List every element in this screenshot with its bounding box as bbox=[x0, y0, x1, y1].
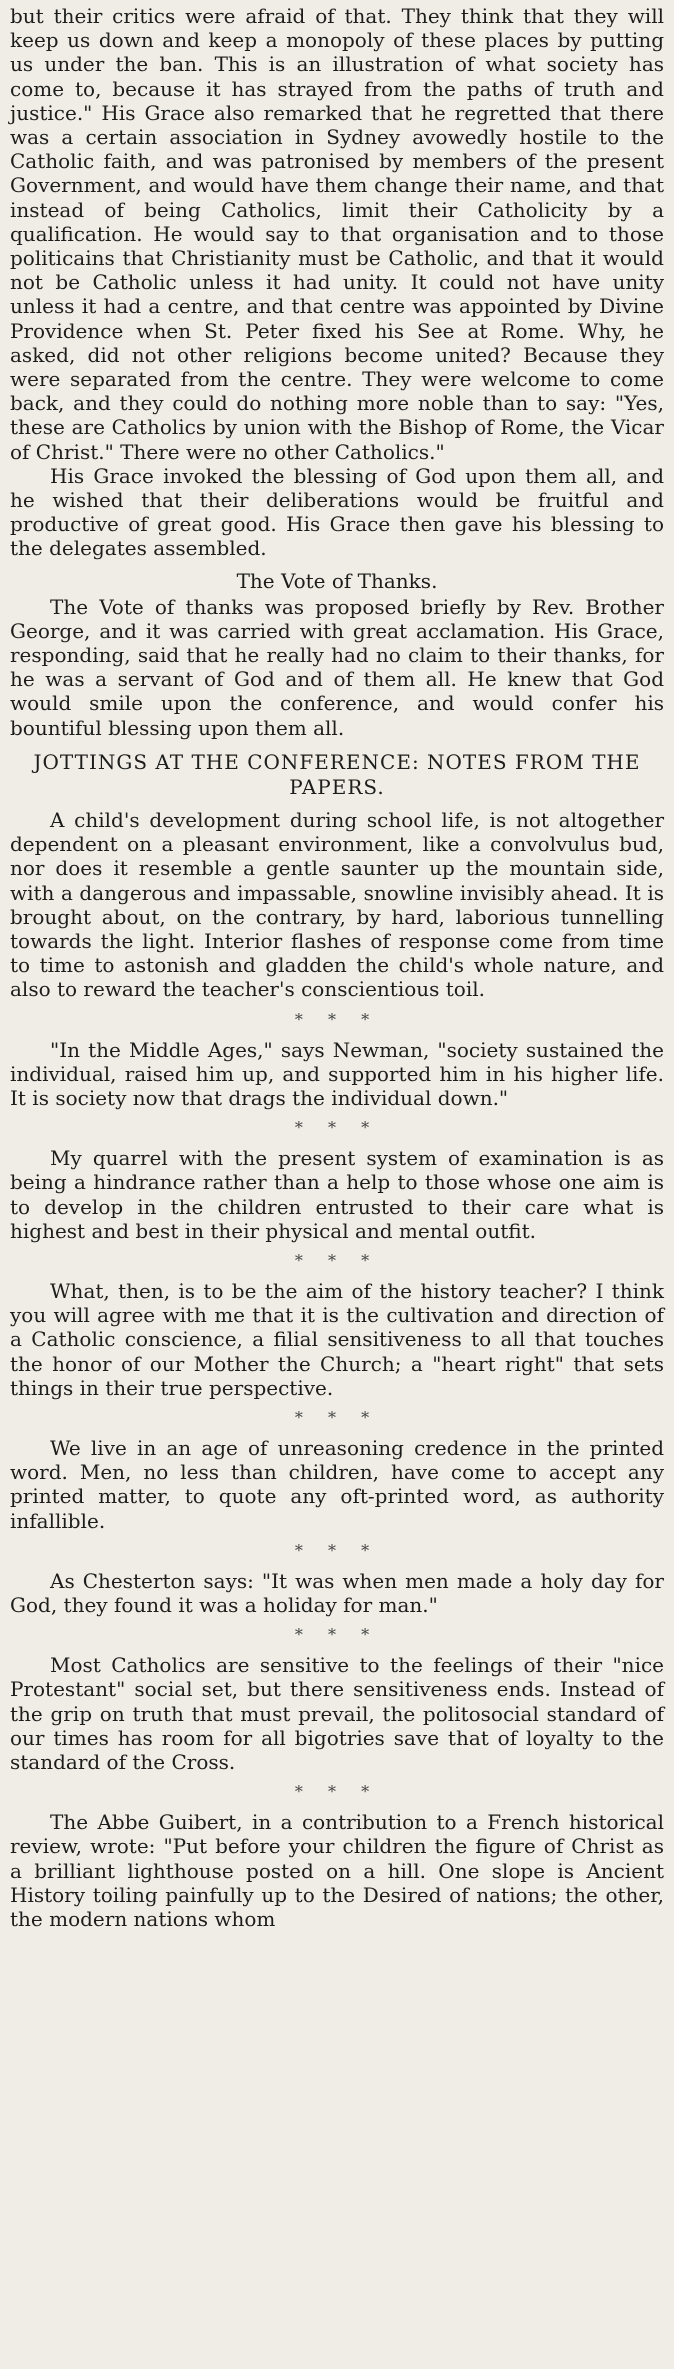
separator: * * * bbox=[294, 1009, 380, 1029]
article-paragraph: His Grace invoked the blessing of God upon them all, and he wished that their deliberations would be fruitful and productive of great good. His Grace then gave his blessing to the delegates assembled. bbox=[10, 463, 664, 561]
separator: * * * bbox=[294, 1782, 380, 1802]
article-paragraph: The Vote of thanks was proposed briefly by Rev. Brother George, and it was carried with great acclamation. His Grace, responding, said that he really had no claim to their thanks, for he was a servant of God and of them all. He knew that God would smile upon the conference, and would confer his bountiful blessing upon them all. bbox=[10, 594, 664, 740]
jotting-paragraph: "In the Middle Ages," says Newman, "society sustained the individual, raised him up, and supported him in his higher life. It is society now that drags the individual down." bbox=[10, 1037, 664, 1110]
separator: * * * bbox=[294, 1625, 380, 1645]
subheading: The Vote of Thanks. bbox=[236, 568, 438, 593]
jotting-paragraph: A child's development during school life, is not altogether dependent on a pleasant environment, like a convolvulus bud, nor does it resemble a gentle saunter up the mountain side, with a dangerous and impassable, snowline invisibly ahead. It is brought about, on the contrary, by hard, laborious tunnelling towards the light. Interior flashes of response come from time to time to astonish and gladden the child's whole nature, and also to reward the teacher's conscientious toil. bbox=[10, 807, 664, 1002]
jotting-paragraph: Most Catholics are sensitive to the feelings of their "nice Protestant" social set, but there sensitiveness ends. Instead of the grip on truth that must prevail, the politosocial standard of our times has room for all bigotries save that of loyalty to the standard of the Cross. bbox=[10, 1653, 664, 1774]
jotting-paragraph: What, then, is to be the aim of the history teacher? I think you will agree with me that it is the cultivation and direction of a Catholic conscience, a filial sensitiveness to all that touches the honor of our Mother the Church; a "heart right" that sets things in their true perspective. bbox=[10, 1278, 664, 1400]
jotting-paragraph: My quarrel with the present system of examination is as being a hindrance rather than a help to those whose one aim is to develop in the children entrusted to their care what is highest and best in their physical and mental outfit. bbox=[10, 1146, 664, 1243]
jotting-paragraph: We live in an age of unreasoning credence in the printed word. Men, no less than children, have come to accept any printed matter, to quote any oft-printed word, as authority infallible. bbox=[10, 1435, 664, 1533]
jotting-paragraph: The Abbe Guibert, in a contribution to a French historical review, wrote: "Put before your children the figure of Christ as a brilliant lighthouse posted on a hill. One slope is Ancient History toiling painfully up to the Desired of nations; the other, the modern nations whom bbox=[10, 1810, 664, 1931]
separator: * * * bbox=[294, 1118, 380, 1138]
jotting-paragraph: As Chesterton says: "It was when men made a holy day for God, they found it was a holiday for man." bbox=[10, 1568, 664, 1617]
separator: * * * bbox=[294, 1407, 380, 1427]
article-paragraph: but their critics were afraid of that. They think that they will keep us down and keep a monopoly of these places by putting us under the ban. This is an illustration of what society has come to, because it has strayed from the paths of truth and justice." His Grace also remarked that he regretted that there was a certain association in Sydney avowedly hostile to the Catholic faith, and was patronised by members of the present Government, and would have them change their name, and that instead of being Catholics, limit their Catholicity by a qualification. He would say to that organisation and to those politicains that Christianity must be Catholic, and that it would not be Catholic unless it had unity. It could not have unity unless it had a centre, and that centre was appointed by Divine Providence when St. Peter fixed his See at Rome. Why, he asked, did not other religions become united? Because they were separated from the centre. They were welcome to come back, and they could do nothing more noble than to say: "Yes, these are Catholics by union with the Bishop of Rome, the Vicar of Christ." There were no other Catholics." bbox=[10, 4, 664, 464]
separator: * * * bbox=[294, 1540, 380, 1560]
section-heading: JOTTINGS AT THE CONFERENCE: NOTES FROM THE PAPERS. bbox=[33, 749, 641, 799]
separator: * * * bbox=[294, 1250, 380, 1270]
